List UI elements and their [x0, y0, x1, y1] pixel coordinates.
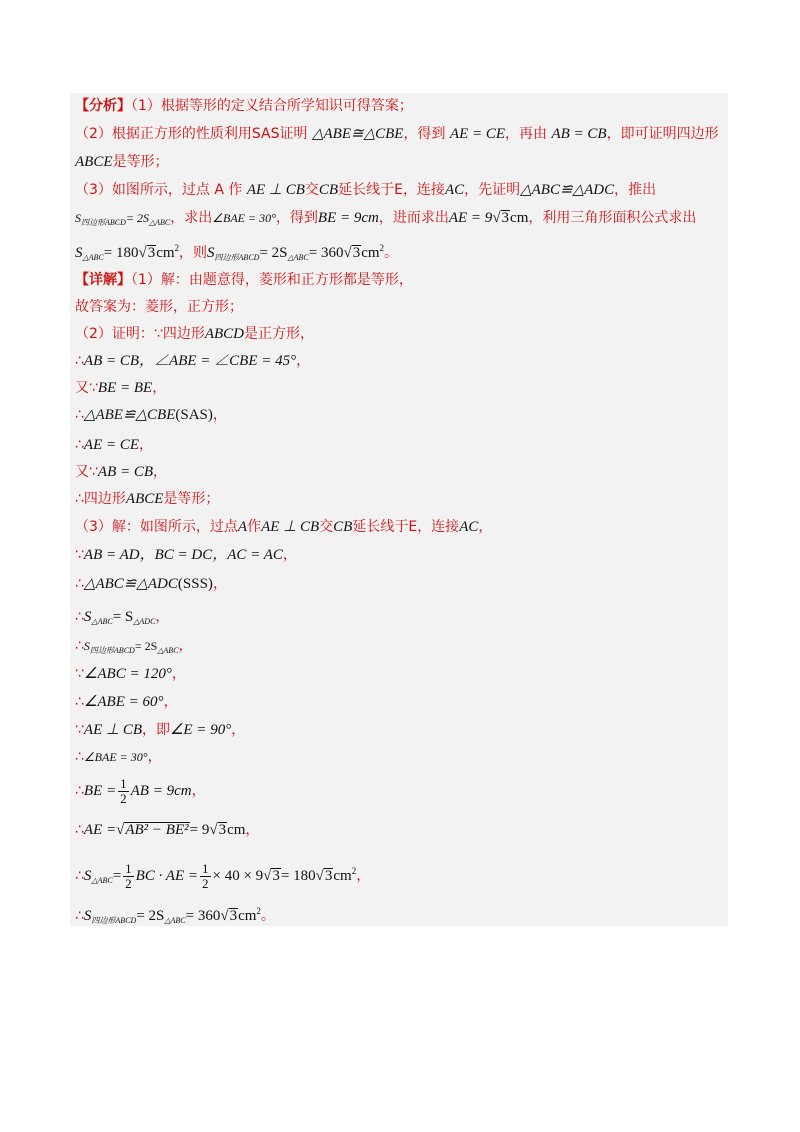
detail-line-1 — [75, 270, 413, 290]
text: 作 — [247, 519, 262, 535]
text: ∴ — [75, 638, 84, 654]
text: ， — [178, 638, 193, 654]
text: ，则 — [179, 245, 208, 261]
subscript: △ABC — [287, 253, 309, 262]
text: ，得到 — [403, 126, 446, 142]
math: S — [207, 245, 215, 261]
text: ∴ — [75, 576, 84, 592]
text: ∴ — [75, 407, 84, 423]
text: ，即可证明四边形 — [606, 126, 719, 142]
text: ，连接 — [402, 182, 445, 198]
subscript: △ABC — [164, 916, 186, 925]
math: ∠E = 90° — [169, 722, 232, 738]
text: 。 — [260, 908, 275, 924]
detail-line-22: $\therefore S_{四边形ABCD}= 2S_{\triangle ABC}= 360√3cm^2$。 — [75, 906, 275, 925]
text: ∴ — [75, 353, 84, 369]
text: 延长线于 — [338, 182, 395, 198]
text: ， — [356, 868, 371, 884]
math: (SAS) — [175, 407, 213, 423]
math: ∠BAE = 30° — [212, 211, 276, 225]
math: AB² − BE² — [125, 822, 189, 838]
text: ∴四边形 — [75, 491, 126, 507]
text: ， — [212, 407, 227, 423]
detail-line-21: $\therefore S_{\triangle ABC}=$ $\frac{1}{2}$ BC · AE = $\frac{1}{2}$ × $40 \times 9√3= 180√3cm^2$， — [75, 860, 371, 891]
analysis-line-5: $S_{四边形ABCD}= 2S_{\triangle ABC}$，求出∠BAE = 30°，得到BE = 9cm，进而求出AE = 9√3cm，利用三角形面积公式求出 — [75, 210, 697, 227]
math: BE = — [83, 783, 117, 799]
text: ，即 — [141, 722, 170, 738]
math: = 2S — [134, 639, 158, 653]
text: （1）解：由题意得，菱形和正方形都是等形， — [131, 272, 413, 288]
math: AE ⊥ CB — [261, 519, 320, 535]
math: cm — [510, 210, 529, 226]
text: ，进而求出 — [378, 210, 449, 226]
analysis-line-3 — [75, 152, 169, 172]
subscript: △ABC — [82, 253, 104, 262]
denominator: 2 — [125, 875, 132, 891]
math: 3 — [229, 908, 238, 924]
math: BC · AE = — [135, 868, 198, 884]
text: （2）证明：∵四边形 — [75, 326, 205, 342]
math: 3 — [147, 245, 156, 261]
text: ， — [155, 609, 170, 625]
math: S — [83, 609, 92, 625]
detail-line-15 — [75, 664, 186, 684]
text: （3）如图所示，过点 A 作 — [75, 182, 243, 198]
text: （2）根据正方形的性质利用SAS证明 — [75, 126, 308, 142]
text: ，推出 — [614, 182, 657, 198]
math: AC — [444, 182, 465, 198]
math: △ABC≌△ADC — [520, 182, 615, 198]
text: ∴ — [75, 609, 84, 625]
analysis-line-1 — [75, 96, 413, 116]
math: S — [83, 868, 92, 884]
text: ，利用三角形面积公式求出 — [528, 210, 697, 226]
text: 又∵ — [75, 464, 98, 480]
text: 。 — [384, 245, 399, 261]
text: ， — [282, 547, 297, 563]
detail-line-4 — [75, 351, 310, 371]
text: ，求出 — [170, 210, 213, 226]
math: × 40 × 9 — [212, 868, 264, 884]
math: 3 — [501, 210, 510, 226]
math: BE = 9cm — [317, 210, 379, 226]
math: AE ⊥ CB — [246, 182, 305, 198]
superscript: 2 — [379, 243, 385, 253]
text: E — [408, 519, 418, 535]
subscript: △ABC — [149, 218, 171, 227]
detail-line-8 — [75, 462, 167, 482]
detail-line-16 — [75, 692, 177, 712]
math: AE = — [83, 822, 117, 838]
math: S — [83, 908, 92, 924]
math: = 180 — [103, 245, 139, 261]
text: （3）解：如图所示，过点 — [75, 519, 238, 535]
numerator: 1 — [125, 860, 132, 876]
text: ， — [139, 437, 154, 453]
text: ， — [231, 722, 246, 738]
detail-line-14 — [75, 636, 193, 661]
math: ∠ABC = 120° — [83, 666, 172, 682]
math: = — [112, 868, 122, 884]
detail-line-19 — [75, 772, 206, 810]
analysis-line-4 — [75, 180, 656, 200]
analysis-line-6: $S_{\triangle ABC}= 180√3cm^2$，则$S_{四边形ABCD}= 2S_{\triangle ABC}= 360√3cm^2$。 — [75, 243, 399, 262]
fraction — [200, 862, 211, 891]
math: 3 — [324, 868, 333, 884]
detail-line-17 — [75, 720, 245, 740]
detail-line-9 — [75, 489, 219, 509]
detail-line-18 — [75, 747, 162, 767]
text: 是正方形， — [244, 326, 314, 342]
math: ABCD — [204, 326, 244, 342]
text: ， — [212, 576, 227, 592]
superscript: 2 — [174, 243, 180, 253]
text: ∵ — [75, 547, 84, 563]
math: = S — [112, 609, 134, 625]
superscript: 2 — [351, 866, 357, 876]
denominator: 2 — [120, 790, 127, 806]
math: ∠BAE = 30° — [83, 750, 148, 764]
math: cm — [227, 822, 246, 838]
subscript: △ABC — [157, 646, 179, 655]
subscript: 四边形ABCD — [81, 218, 126, 227]
text: ， — [171, 666, 186, 682]
superscript: 2 — [256, 906, 261, 916]
subscript: △ADC — [133, 617, 156, 626]
denominator: 2 — [202, 875, 209, 891]
text: 延长线于 — [352, 519, 409, 535]
text: ∴ — [75, 437, 84, 453]
math: cm — [238, 908, 257, 924]
subscript: △ABC — [91, 617, 113, 626]
math: △ABC≌△ADC — [83, 576, 178, 592]
text: 是等形； — [112, 154, 169, 170]
text: ， — [478, 519, 493, 535]
math: △ABE≌△CBE — [83, 407, 176, 423]
math: 3 — [218, 822, 227, 838]
text: E — [394, 182, 403, 198]
math: cm — [156, 245, 175, 261]
text: 故答案为：菱形，正方形； — [75, 299, 243, 315]
math: AB = CB — [551, 126, 607, 142]
text: ，再由 — [505, 126, 548, 142]
text: ， — [191, 783, 206, 799]
text: 交 — [319, 519, 334, 535]
subscript: 四边形ABCD — [89, 646, 135, 655]
subscript: 四边形ABCD — [91, 916, 137, 925]
text: ，得到 — [275, 210, 318, 226]
math: = 360 — [308, 245, 344, 261]
detail-line-7 — [75, 435, 153, 455]
text: ， — [152, 380, 167, 396]
text: 是等形； — [163, 491, 220, 507]
math: S — [83, 639, 90, 653]
math: = 2S — [125, 211, 149, 225]
text: ∴ — [75, 694, 84, 710]
text: ，连接 — [417, 519, 460, 535]
math: AE = 9 — [448, 210, 493, 226]
math: = 2S — [259, 245, 288, 261]
math: △ABE≅△CBE — [311, 126, 404, 142]
text: ∴ — [75, 822, 84, 838]
math: BE = BE — [97, 380, 153, 396]
text: ， — [245, 822, 260, 838]
math: AB = 9cm — [130, 783, 192, 799]
numerator: 1 — [202, 860, 209, 876]
math: S — [75, 211, 81, 225]
math: A — [237, 519, 248, 535]
math: cm — [333, 868, 352, 884]
fraction — [118, 777, 129, 806]
detail-line-3 — [75, 324, 314, 344]
detail-line-12 — [75, 574, 227, 594]
text: ∵ — [75, 666, 84, 682]
text: ， — [147, 749, 162, 765]
text: 又∵ — [75, 380, 98, 396]
math: = 180 — [280, 868, 316, 884]
text: ∵ — [75, 722, 84, 738]
numerator: 1 — [120, 775, 127, 791]
text: 交 — [304, 182, 319, 198]
math: AE ⊥ CB — [83, 722, 142, 738]
math: AE = CE — [449, 126, 506, 142]
text: ∴ — [75, 749, 84, 765]
detail-tag: 【详解】 — [75, 272, 131, 288]
text: ， — [296, 353, 311, 369]
math: 3 — [352, 245, 361, 261]
detail-line-6 — [75, 405, 227, 425]
text: ， — [153, 464, 168, 480]
detail-line-10 — [75, 517, 492, 537]
math: S — [75, 245, 83, 261]
subscript: △ABC — [91, 876, 113, 885]
detail-line-2 — [75, 297, 243, 317]
math: ∠ABE = 60° — [83, 694, 164, 710]
text: ∴ — [75, 783, 84, 799]
math: (SSS) — [177, 576, 213, 592]
detail-line-13 — [75, 607, 169, 632]
text: ， — [163, 694, 178, 710]
text: ∴ — [75, 868, 84, 884]
math: CB — [333, 519, 353, 535]
subscript: 四边形ABCD — [214, 253, 260, 262]
math: ABCE — [125, 491, 164, 507]
math: ABCE — [75, 154, 113, 170]
math: AC — [459, 519, 479, 535]
fraction — [123, 862, 134, 891]
math: CB — [318, 182, 339, 198]
analysis-tag: 【分析】 — [75, 98, 131, 114]
math: AB = CB — [97, 464, 154, 480]
text: ，先证明 — [464, 182, 521, 198]
detail-line-11 — [75, 545, 297, 565]
analysis-line-2 — [75, 124, 719, 144]
math: = 360 — [185, 908, 221, 924]
math: AE = CE — [83, 437, 140, 453]
text: ∴ — [75, 908, 84, 924]
math: = 9 — [189, 822, 210, 838]
math: cm — [361, 245, 380, 261]
detail-line-20: ∴AE =√AB² − BE²= 9√3cm， — [75, 822, 260, 838]
math: = 2S — [136, 908, 165, 924]
math: 3 — [272, 868, 280, 884]
math: AB = CB，∠ABE = ∠CBE = 45° — [83, 353, 297, 369]
detail-line-5 — [75, 378, 166, 398]
text: （1）根据等形的定义结合所学知识可得答案； — [131, 98, 413, 114]
math: AB = AD，BC = DC，AC = AC — [83, 547, 283, 563]
